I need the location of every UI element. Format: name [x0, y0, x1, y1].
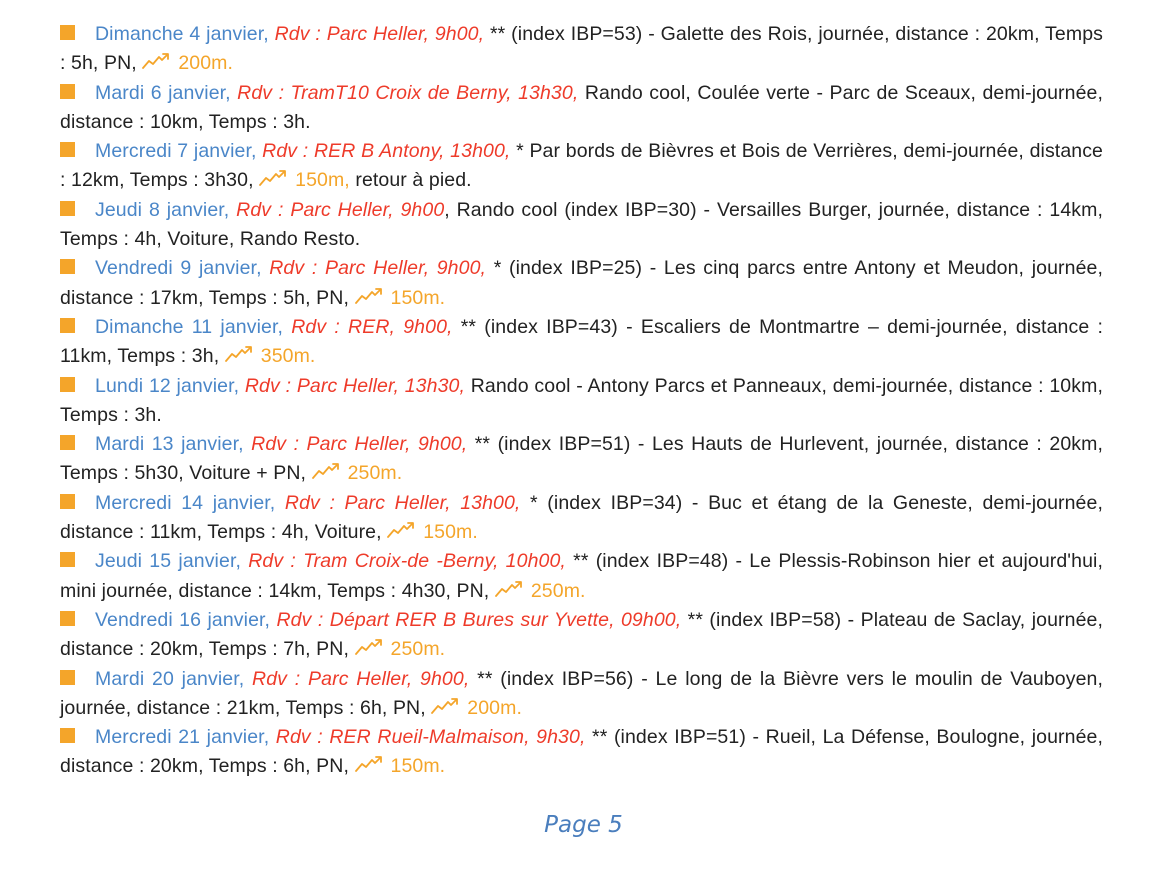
meeting-point: Rdv : TramT10 Croix de Berny, 13h30,: [237, 81, 579, 104]
orange-square-bullet-icon: [60, 611, 75, 626]
elevation-trend-icon: [259, 169, 289, 187]
elevation-value: 250m.: [390, 638, 446, 661]
hike-entry: [60, 489, 1103, 548]
elevation-gain: [312, 462, 403, 484]
elevation-value: 150m.: [390, 286, 446, 309]
elevation-value: 150m.: [390, 755, 446, 778]
hike-entry: [60, 79, 1103, 138]
orange-square-bullet-icon: [60, 84, 75, 99]
hike-description: Rando cool - Antony Parcs et Panneaux, demi-journée, distance : 10km, Temps : 3h.: [60, 374, 1103, 426]
page-number: Page 5: [544, 812, 623, 838]
hike-description: * (index IBP=25) - Les cinq parcs entre Antony et Meudon, journée, distance : 17km, Temps : 5h, PN,: [60, 257, 1103, 309]
orange-square-bullet-icon: [60, 494, 75, 509]
hike-entry: [60, 137, 1103, 196]
elevation-gain: [142, 52, 233, 74]
orange-square-bullet-icon: [60, 259, 75, 274]
elevation-value: 250m.: [530, 579, 586, 602]
hike-description: ** (index IBP=48) - Le Plessis-Robinson hier et aujourd'hui, mini journée, distance : 14km, Temps : 4h30, PN,: [60, 550, 1103, 602]
hike-date: Dimanche 4 janvier,: [95, 23, 269, 45]
hike-date: Vendredi 9 janvier,: [95, 257, 262, 280]
hike-date: Mercredi 21 janvier,: [95, 726, 270, 749]
elevation-trend-icon: [431, 697, 461, 715]
meeting-point: Rdv : Parc Heller, 9h00,: [274, 23, 485, 45]
hike-description: * Par bords de Bièvres et Bois de Verrières, demi-journée, distance : 12km, Temps : 3h30,: [60, 140, 1103, 192]
elevation-gain: [355, 638, 446, 660]
hike-entry: [60, 665, 1103, 724]
elevation-gain: [387, 521, 478, 543]
hike-date: Mardi 13 janvier,: [95, 433, 244, 456]
hike-date: Lundi 12 janvier,: [95, 374, 240, 397]
hike-entry: [60, 196, 1103, 255]
elevation-trend-icon: [225, 345, 255, 363]
elevation-gain: [355, 755, 446, 777]
elevation-value: 250m.: [347, 462, 403, 485]
hike-description: ** (index IBP=58) - Plateau de Saclay, journée, distance : 20km, Temps : 7h, PN,: [60, 608, 1103, 661]
elevation-value: 200m.: [467, 696, 522, 719]
hike-entry: [60, 606, 1103, 665]
hike-entry: [60, 313, 1103, 372]
meeting-point: Rdv : Parc Heller, 13h30,: [244, 374, 465, 397]
meeting-point: Rdv : Parc Heller, 9h00,: [251, 433, 468, 456]
orange-square-bullet-icon: [60, 728, 75, 743]
elevation-value: 150m,: [295, 169, 350, 192]
elevation-value: 350m.: [260, 345, 316, 368]
meeting-point: Rdv : Parc Heller, 13h00,: [284, 491, 521, 514]
hike-date: Mardi 20 janvier,: [95, 667, 245, 690]
elevation-trend-icon: [355, 755, 385, 773]
meeting-point: Rdv : Parc Heller, 9h00,: [269, 257, 487, 280]
hike-entry: [60, 547, 1103, 606]
hike-date: Jeudi 8 janvier,: [95, 198, 230, 221]
elevation-trend-icon: [142, 52, 172, 70]
hike-schedule-list: [60, 20, 1103, 782]
meeting-point: Rdv : RER Rueil-Malmaison, 9h30,: [275, 726, 586, 749]
hike-extra-note: retour à pied.: [355, 169, 472, 192]
hike-date: Mercredi 7 janvier,: [95, 140, 257, 163]
orange-square-bullet-icon: [60, 201, 75, 216]
orange-square-bullet-icon: [60, 142, 75, 157]
hike-entry: [60, 254, 1103, 313]
orange-square-bullet-icon: [60, 318, 75, 333]
hike-description: ** (index IBP=51) - Rueil, La Défense, Boulogne, journée, distance : 20km, Temps : 6h, PN,: [60, 726, 1103, 778]
meeting-point: Rdv : Départ RER B Bures sur Yvette, 09h00,: [276, 608, 682, 631]
hike-description: ** (index IBP=56) - Le long de la Bièvre vers le moulin de Vauboyen, journée, distance : 21km, Temps : 6h, PN,: [60, 667, 1103, 719]
hike-date: Jeudi 15 janvier,: [95, 550, 241, 573]
hike-description: ** (index IBP=51) - Les Hauts de Hurlevent, journée, distance : 20km, Temps : 5h30, Voiture + PN,: [60, 433, 1103, 485]
hike-entry: [60, 723, 1103, 782]
elevation-value: 150m.: [423, 521, 478, 544]
elevation-trend-icon: [312, 462, 342, 480]
hike-date: Dimanche 11 janvier,: [95, 315, 283, 338]
hike-description: Rando cool, Coulée verte - Parc de Sceaux, demi-journée, distance : 10km, Temps : 3h.: [60, 81, 1103, 133]
hike-date: Mardi 6 janvier,: [95, 81, 231, 104]
orange-square-bullet-icon: [60, 435, 75, 450]
elevation-trend-icon: [495, 580, 525, 598]
orange-square-bullet-icon: [60, 377, 75, 392]
meeting-point: Rdv : Tram Croix-de -Berny, 10h00,: [248, 550, 566, 573]
meeting-point: Rdv : RER B Antony, 13h00,: [262, 140, 511, 163]
elevation-trend-icon: [355, 287, 385, 305]
meeting-point: Rdv : Parc Heller, 9h00: [236, 198, 445, 221]
elevation-gain: [355, 287, 446, 309]
hike-description: ** (index IBP=53) - Galette des Rois, journée, distance : 20km, Temps : 5h, PN,: [60, 23, 1103, 75]
hike-description: * (index IBP=34) - Buc et étang de la Geneste, demi-journée, distance : 11km, Temps : 4h, Voiture,: [60, 491, 1103, 544]
elevation-trend-icon: [387, 521, 417, 539]
hike-entry: [60, 372, 1103, 431]
hike-description: ** (index IBP=43) - Escaliers de Montmartre – demi-journée, distance : 11km, Temps : 3h,: [60, 315, 1103, 368]
elevation-gain: [431, 697, 522, 719]
hike-date: Vendredi 16 janvier,: [95, 608, 271, 631]
hike-date: Mercredi 14 janvier,: [95, 491, 276, 514]
elevation-gain: [495, 580, 586, 602]
elevation-gain: [259, 169, 350, 191]
hike-description: , Rando cool (index IBP=30) - Versailles Burger, journée, distance : 14km, Temps : 4h, Voiture, Rando Resto.: [60, 198, 1103, 251]
elevation-trend-icon: [355, 638, 385, 656]
meeting-point: Rdv : RER, 9h00,: [291, 315, 453, 338]
orange-square-bullet-icon: [60, 552, 75, 567]
orange-square-bullet-icon: [60, 670, 75, 685]
hike-entry: [60, 430, 1103, 489]
elevation-value: 200m.: [178, 52, 234, 75]
hike-entry: [60, 20, 1103, 79]
meeting-point: Rdv : Parc Heller, 9h00,: [252, 667, 470, 690]
elevation-gain: [225, 345, 316, 367]
orange-square-bullet-icon: [60, 25, 75, 40]
